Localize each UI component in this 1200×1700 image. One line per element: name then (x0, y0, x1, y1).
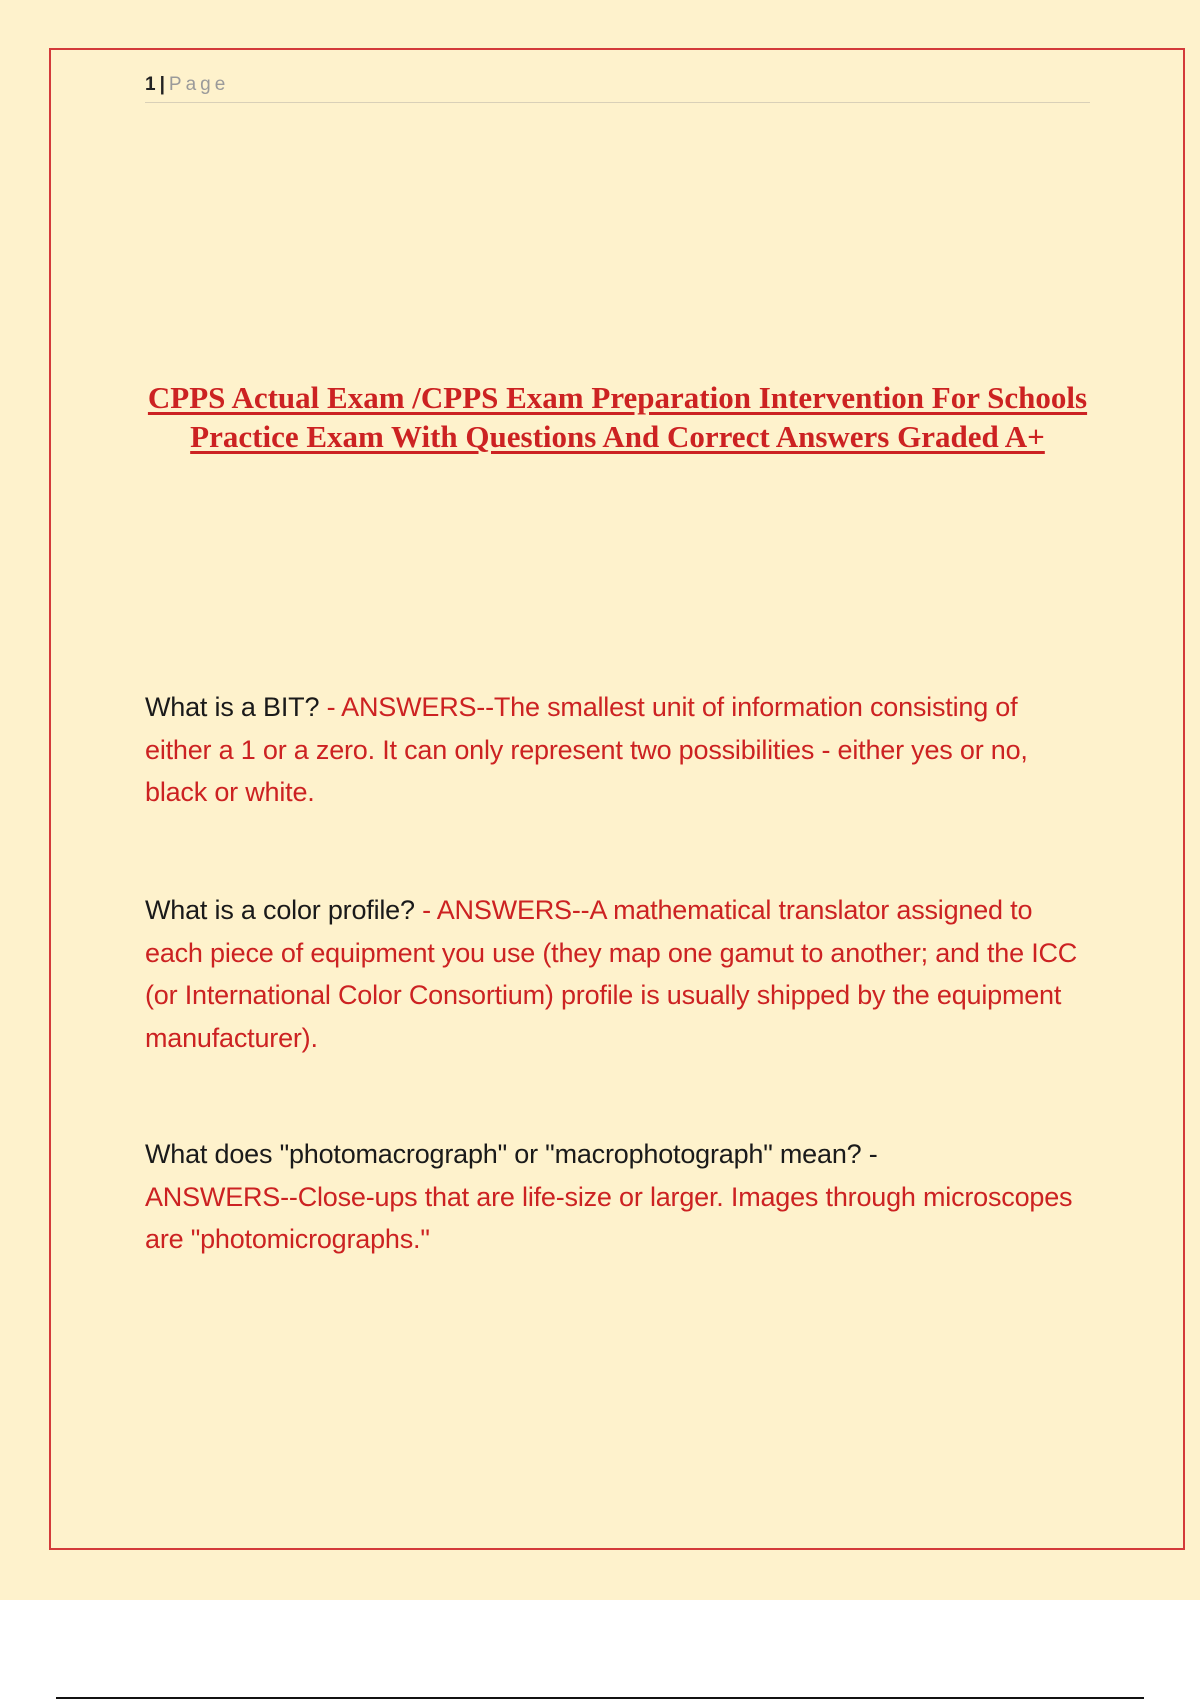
qa-item (145, 1133, 1090, 1261)
answer-text: - ANSWERS--A mathematical translator assigned to each piece of equipment you use (they map one gamut to another; and the ICC (or International Color Consortium) profile is usually shipped by the equipment manufacturer). (145, 895, 1078, 1053)
question-text: What is a BIT? (145, 692, 320, 722)
page-separator: | (159, 74, 165, 95)
question-text: What does "photomacrograph" or "macrophotograph" mean? - (145, 1139, 878, 1169)
page-label: Page (168, 74, 230, 95)
answer-text: ANSWERS--Close-ups that are life-size or larger. Images through microscopes are "photomicrographs." (145, 1181, 1073, 1254)
page-bottom-rule (56, 1697, 1144, 1699)
page-number: 1 (145, 74, 156, 95)
document-title: CPPS Actual Exam /CPPS Exam Preparation Intervention For Schools Practice Exam With Questions And Correct Answers Graded A+ (147, 380, 1088, 454)
answer-text: - ANSWERS--The smallest unit of information consisting of either a 1 or a zero. It can only represent two possibilities - either yes or no, black or white. (145, 692, 1028, 807)
qa-item (145, 889, 1090, 1059)
page-header (145, 74, 1090, 103)
qa-item (145, 686, 1090, 814)
question-text: What is a color profile? (145, 895, 415, 925)
